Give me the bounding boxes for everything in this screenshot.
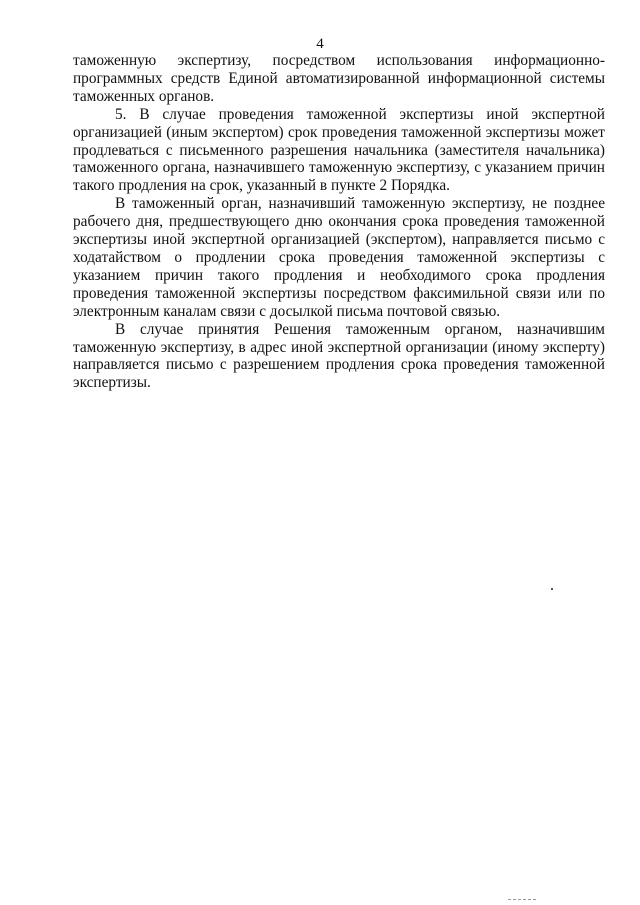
scan-speck bbox=[551, 588, 553, 590]
document-body bbox=[73, 52, 605, 392]
paragraph-continuation: таможенную экспертизу, посредством использования информационно-программных средств Единой автоматизированной информационной системы таможенных органов. bbox=[73, 52, 605, 105]
paragraph-decision: В случае принятия Решения таможенным органом, назначившим таможенную экспертизу, в адрес иной экспертной организации (иному эксперту) направляется письмо с разрешением продления срока проведения таможенной экспертизы. bbox=[73, 320, 605, 392]
scan-edge-mark bbox=[508, 899, 536, 901]
paragraph-item-5: 5. В случае проведения таможенной экспертизы иной экспертной организацией (иным экспертом) срок проведения таможенной экспертизы может продлеваться с письменного разрешения начальника (заместителя начальника) таможенного органа, назначившего таможенную экспертизу, с указанием причин такого продления на срок, указанный в пункте 2 Порядка. bbox=[73, 105, 605, 195]
paragraph-extension-request: В таможенный орган, назначивший таможенную экспертизу, не позднее рабочего дня, предшествующего дню окончания срока проведения таможенной экспертизы иной экспертной организацией (экспертом), направляется письмо с ходатайством о продлении срока проведения таможенной экспертизы с указанием причин такого продления и необходимого срока продления проведения таможенной экспертизы посредством факсимильной связи или по электронным каналам связи с досылкой письма почтовой связью. bbox=[73, 195, 605, 320]
page-number: 4 bbox=[316, 36, 324, 52]
